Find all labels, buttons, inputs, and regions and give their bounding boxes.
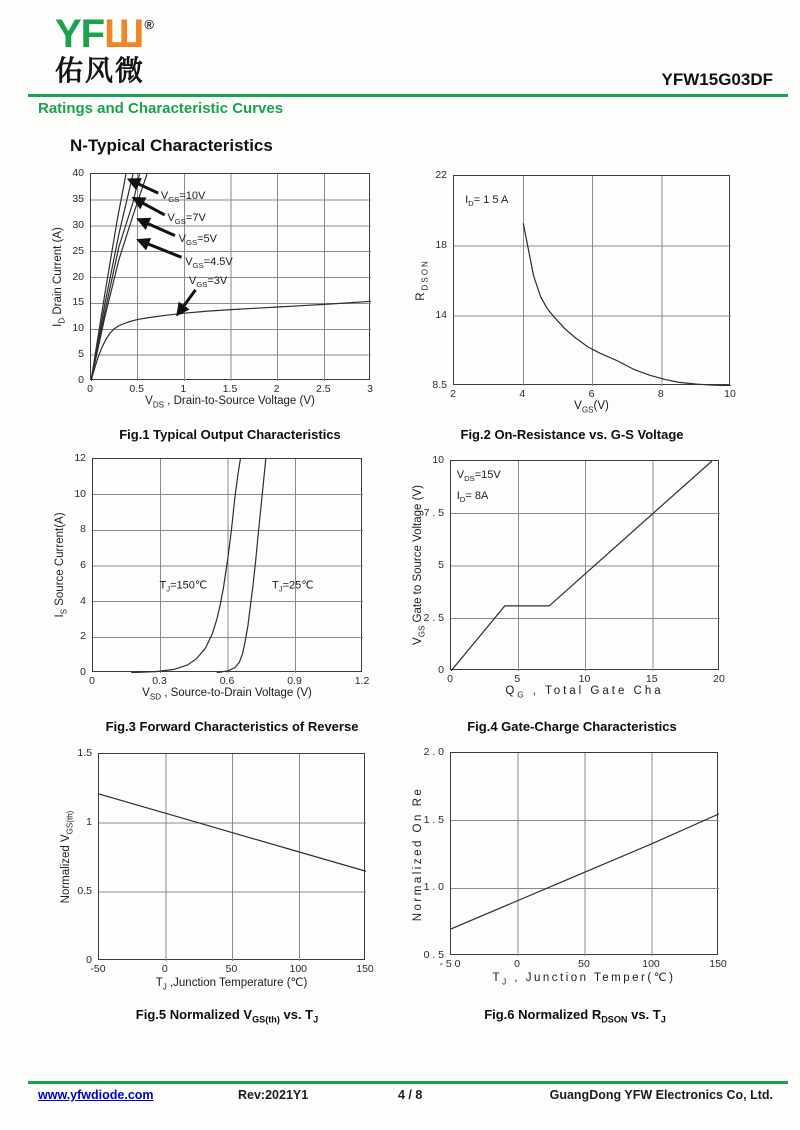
part-number: YFW15G03DF bbox=[661, 70, 773, 89]
y-tick-label: 0 bbox=[86, 954, 92, 966]
x-tick-label: 100 bbox=[289, 963, 308, 975]
x-tick-label: 10 bbox=[724, 388, 736, 400]
fig4-plot-area bbox=[450, 460, 719, 670]
y-tick-label: 15 bbox=[72, 296, 84, 309]
y-tick-label: 2 bbox=[80, 630, 86, 643]
y-tick-label: 10 bbox=[74, 487, 86, 500]
fig3-plot-area bbox=[92, 458, 362, 672]
y-tick-label: 1 bbox=[86, 816, 92, 828]
x-axis-title: $T_J$ , Junction Temper(℃) bbox=[492, 972, 676, 987]
y-tick-label: 40 bbox=[72, 167, 84, 179]
fig6-plot-area bbox=[450, 752, 718, 955]
x-tick-label: 1 bbox=[180, 383, 187, 395]
logo-registered-mark: ® bbox=[144, 17, 154, 32]
x-tick-label: 150 bbox=[709, 958, 727, 970]
x-tick-label: 50 bbox=[225, 963, 238, 975]
footer-page-number: 4 / 8 bbox=[398, 1088, 423, 1102]
x-tick-label: 100 bbox=[642, 958, 660, 970]
footer-rule bbox=[28, 1081, 788, 1084]
footer-company: GuangDong YFW Electronics Co, Ltd. bbox=[549, 1088, 773, 1102]
footer-revision: Rev:2021Y1 bbox=[238, 1088, 309, 1102]
x-tick-label: 0 bbox=[447, 673, 453, 685]
x-tick-label: 50 bbox=[578, 958, 590, 970]
y-tick-label: 35 bbox=[72, 192, 84, 205]
y-tick-label: 8.5 bbox=[432, 379, 447, 391]
figure-caption: Fig.3 Forward Characteristics of Reverse bbox=[105, 719, 359, 734]
y-tick-label: 0 bbox=[80, 666, 86, 678]
x-axis-title: $V_{DS}$ , Drain-to-Source Voltage (V) bbox=[145, 395, 315, 410]
x-tick-label: 8 bbox=[657, 388, 664, 400]
annotation: $I_D= 1$ 5 A bbox=[465, 193, 509, 208]
x-axis-title: $V_{GS}(V)$ bbox=[574, 400, 609, 415]
x-tick-label: 150 bbox=[356, 963, 374, 975]
page-heading: N-Typical Characteristics bbox=[70, 136, 273, 155]
y-axis-title: $I_S$ Source Current(A) bbox=[54, 512, 69, 618]
curve-label: $V_{GS}=3V$ bbox=[188, 274, 228, 289]
y-tick-label: 1 . 0 bbox=[423, 881, 444, 894]
annotation: $I_D= 8A$ bbox=[456, 489, 489, 504]
curve-label: $T_J=150℃$ bbox=[159, 579, 208, 594]
logo-w-glyph: Ш bbox=[104, 12, 144, 56]
fig3-plot-svg bbox=[93, 459, 363, 673]
x-tick-label: 0 bbox=[89, 675, 95, 687]
x-tick-label: 0 bbox=[161, 963, 168, 975]
x-tick-label: 2 bbox=[450, 388, 456, 400]
fig2-plot-area bbox=[453, 175, 730, 385]
y-tick-label: 0 bbox=[438, 664, 444, 676]
figure-caption: Fig.4 Gate-Charge Characteristics bbox=[467, 719, 677, 734]
figure-caption: Fig.5 Normalized $V_{GS(th)}$ vs. $T_J$ bbox=[135, 1007, 319, 1025]
y-axis-title: $V_{GS}$ Gate to Source Voltage (V) bbox=[412, 485, 427, 645]
x-tick-label: 0.3 bbox=[152, 675, 167, 687]
x-axis-title: $T_J$ ,Junction Temperature (℃) bbox=[155, 977, 308, 992]
annotation: $V_{DS}=15V$ bbox=[456, 468, 501, 483]
fig6-plot-svg bbox=[451, 753, 719, 956]
curve-label: $V_{GS}=10V$ bbox=[160, 189, 206, 204]
y-tick-label: 2 . 5 bbox=[423, 611, 444, 624]
x-tick-label: 1.2 bbox=[354, 675, 370, 687]
logo-yf-text: YF bbox=[55, 12, 105, 56]
x-tick-label: -50 bbox=[90, 963, 106, 975]
x-tick-label: 15 bbox=[645, 673, 658, 685]
x-tick-label: 0 bbox=[87, 383, 93, 395]
x-tick-label: 2 bbox=[273, 383, 280, 395]
logo-chinese-name: 佑风微 bbox=[55, 54, 146, 87]
curve-label: $T_J=25℃$ bbox=[272, 579, 314, 594]
fig5-plot-svg bbox=[99, 754, 366, 961]
y-tick-label: 0 bbox=[78, 374, 84, 386]
x-tick-label: 10 bbox=[578, 673, 591, 685]
figure-caption: Fig.2 On-Resistance vs. G-S Voltage bbox=[460, 427, 684, 442]
x-axis-title: $V_{SD}$ , Source-to-Drain Voltage (V) bbox=[142, 687, 312, 702]
fig2-plot-svg bbox=[454, 176, 731, 386]
y-axis-title: $I_D$ Drain Current (A) bbox=[52, 226, 67, 327]
y-axis-title: $R_{DSON}$ bbox=[415, 259, 430, 301]
x-tick-label: 0 bbox=[514, 958, 520, 970]
y-tick-label: 0 . 5 bbox=[423, 949, 444, 961]
x-tick-label: 1.5 bbox=[222, 383, 238, 395]
fig5-plot-area bbox=[98, 753, 365, 960]
x-tick-label: - 5 0 bbox=[439, 958, 461, 970]
y-tick-label: 7 . 5 bbox=[423, 506, 444, 519]
y-tick-label: 18 bbox=[435, 239, 447, 251]
y-axis-title: Normalized On Re bbox=[412, 786, 424, 921]
fig2-series-curve bbox=[523, 223, 731, 386]
fig1-plot-svg bbox=[91, 174, 371, 381]
curve-label: $V_{GS}=7V$ bbox=[167, 211, 206, 226]
x-tick-label: 3 bbox=[367, 383, 373, 395]
fig1-plot-area bbox=[90, 173, 370, 380]
x-axis-title: $Q_G$ , Total Gate Cha bbox=[505, 685, 664, 700]
y-tick-label: 4 bbox=[80, 594, 86, 607]
curve-label: $V_{GS}=5V$ bbox=[178, 232, 217, 247]
y-tick-label: 25 bbox=[72, 244, 84, 257]
section-title: Ratings and Characteristic Curves bbox=[38, 100, 284, 117]
y-tick-label: 5 bbox=[78, 348, 84, 361]
figure-caption: Fig.6 Normalized $R_{DSON}$ vs. $T_J$ bbox=[484, 1007, 666, 1025]
y-tick-label: 20 bbox=[72, 270, 84, 283]
y-tick-label: 14 bbox=[435, 309, 447, 321]
x-tick-label: 0.9 bbox=[287, 675, 302, 687]
x-tick-label: 4 bbox=[519, 388, 526, 400]
y-tick-label: 12 bbox=[74, 452, 86, 464]
y-tick-label: 5 bbox=[438, 559, 444, 571]
x-tick-label: 0.6 bbox=[219, 675, 235, 687]
y-tick-label: 10 bbox=[432, 454, 444, 466]
y-tick-label: 1 . 5 bbox=[423, 813, 444, 826]
x-tick-label: 6 bbox=[588, 388, 595, 400]
y-tick-label: 10 bbox=[72, 322, 84, 335]
y-tick-label: 0.5 bbox=[77, 885, 92, 897]
figure-caption: Fig.1 Typical Output Characteristics bbox=[119, 427, 341, 442]
x-tick-label: 2.5 bbox=[316, 383, 331, 395]
y-tick-label: 1.5 bbox=[77, 747, 92, 759]
y-tick-label: 22 bbox=[435, 169, 447, 181]
curve-label: $V_{GS}=4.5V$ bbox=[185, 256, 233, 271]
x-tick-label: 5 bbox=[514, 673, 521, 685]
footer-website-link[interactable]: www.yfwdiode.com bbox=[38, 1088, 154, 1102]
y-axis-title: Normalized $V_{GS(th)}$ bbox=[60, 810, 75, 903]
fig4-plot-svg bbox=[451, 461, 720, 671]
y-tick-label: 30 bbox=[72, 218, 84, 231]
y-tick-label: 2 . 0 bbox=[423, 746, 444, 758]
y-tick-label: 8 bbox=[80, 523, 86, 536]
x-tick-label: 0.5 bbox=[129, 383, 144, 395]
x-tick-label: 20 bbox=[713, 673, 725, 685]
y-tick-label: 6 bbox=[80, 559, 86, 571]
